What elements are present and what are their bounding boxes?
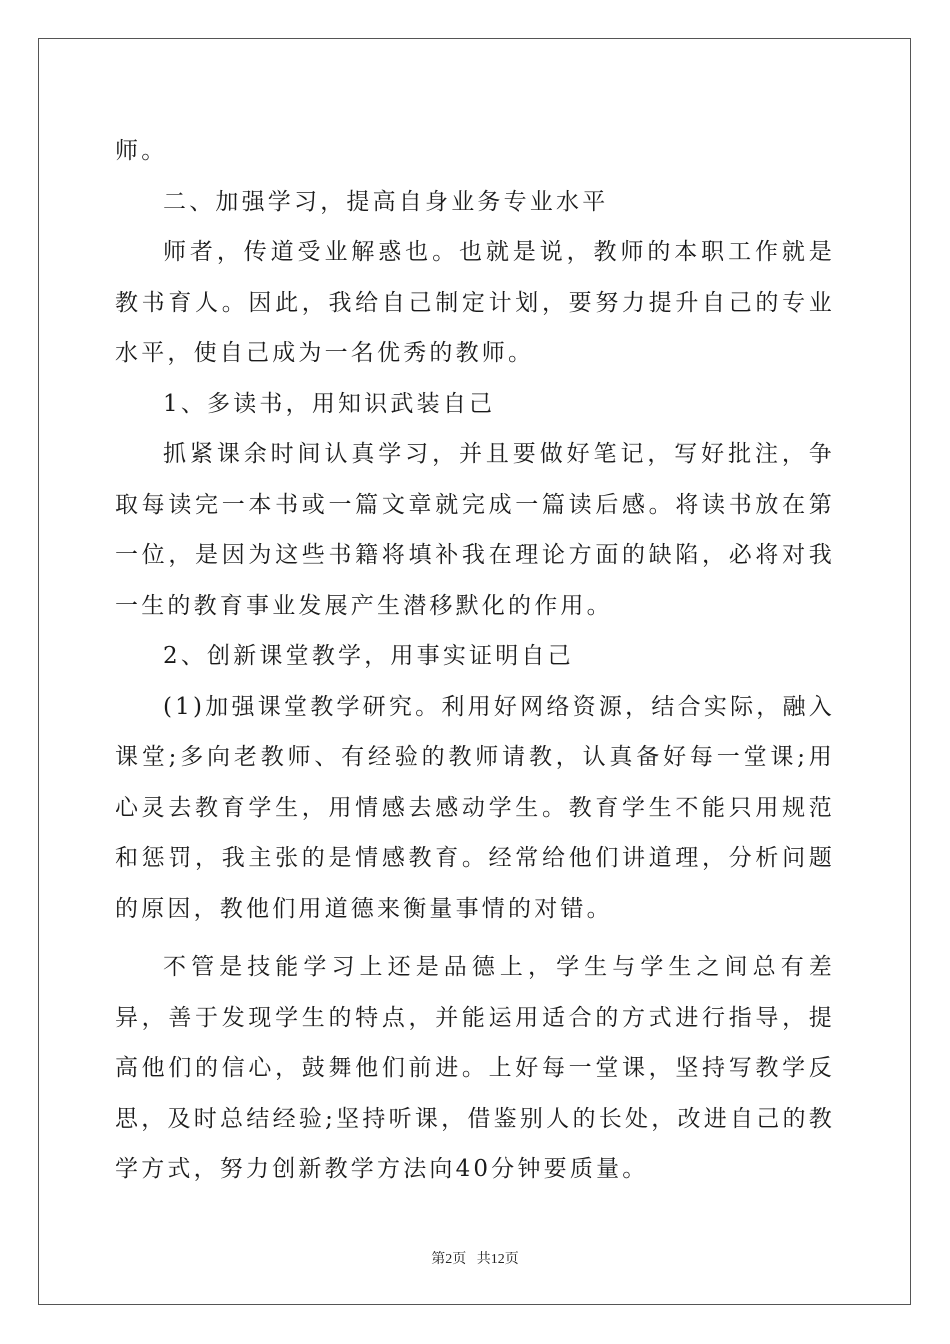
document-body xyxy=(115,126,835,1195)
paragraph: 抓紧课余时间认真学习，并且要做好笔记，写好批注，争取每读完一本书或一篇文章就完成一篇读后感。将读书放在第一位，是因为这些书籍将填补我在理论方面的缺陷，必将对我一生的教育事业发展产生潜移默化的作用。 xyxy=(115,441,835,619)
subsection-heading: 2、创新课堂教学，用事实证明自己 xyxy=(163,643,574,669)
paragraph: 师者，传道受业解惑也。也就是说，教师的本职工作就是教书育人。因此，我给自己制定计划，要努力提升自己的专业水平，使自己成为一名优秀的教师。 xyxy=(115,239,835,366)
paragraph: 不管是技能学习上还是品德上，学生与学生之间总有差异，善于发现学生的特点，并能运用适合的方式进行指导，提高他们的信心，鼓舞他们前进。上好每一堂课，坚持写教学反思，及时总结经验;坚持听课，借鉴别人的长处，改进自己的教学方式，努力创新教学方法向40分钟要质量。 xyxy=(115,954,835,1182)
page-total: 共12页 xyxy=(476,1252,519,1267)
section-heading: 二、加强学习，提高自身业务专业水平 xyxy=(163,188,609,215)
subsection-heading: 1、多读书，用知识武装自己 xyxy=(163,390,496,417)
page-footer xyxy=(0,1248,950,1268)
page-number: 第2页 xyxy=(431,1252,467,1267)
paragraph: (1)加强课堂教学研究。利用好网络资源，结合实际，融入课堂;多向老教师、有经验的教师请教，认真备好每一堂课;用心灵去教育学生，用情感去感动学生。教育学生不能只用规范和惩罚，我主张的是情感教育。经常给他们讲道理，分析问题的原因，教他们用道德来衡量事情的对错。 xyxy=(115,693,835,922)
paragraph: 师。 xyxy=(115,138,168,164)
